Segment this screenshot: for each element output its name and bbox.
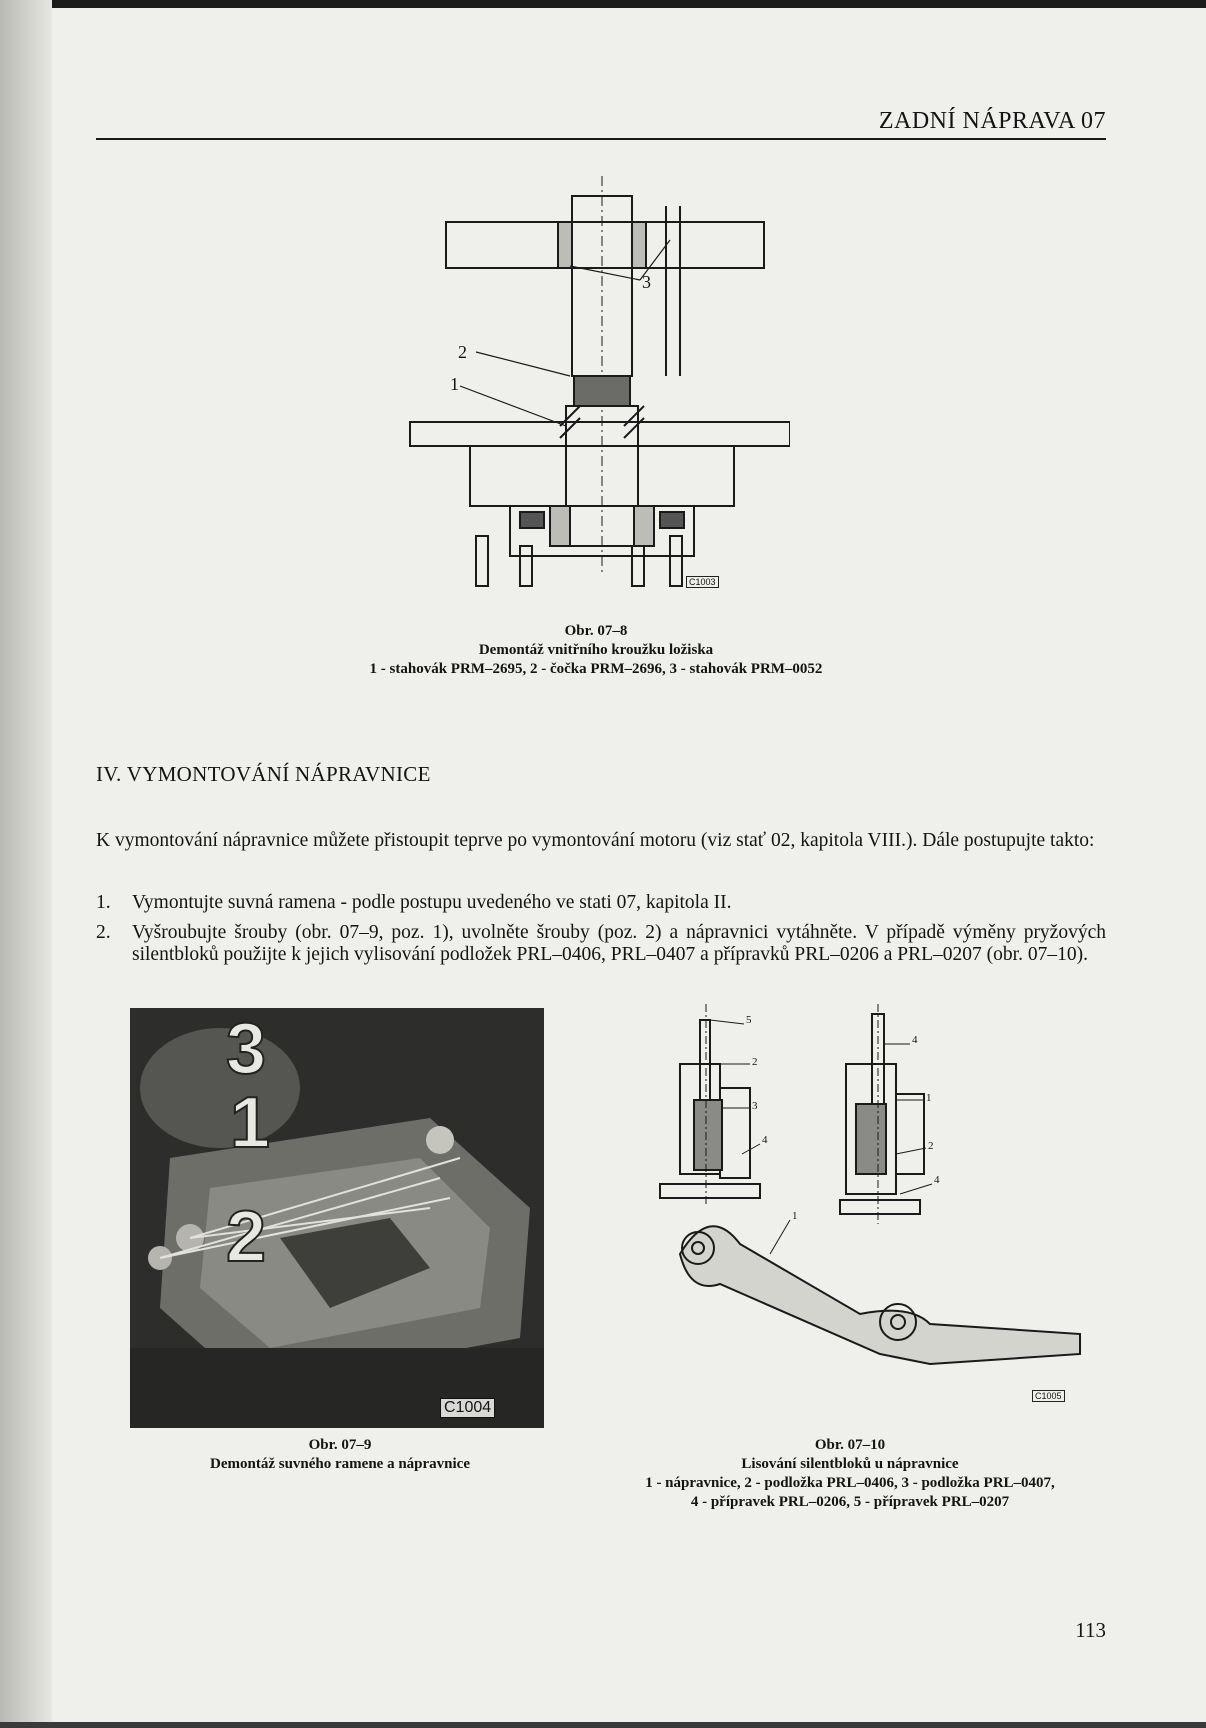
figure-07-10-diagram: [650, 1004, 1096, 1424]
scan-bottom-edge: [0, 1722, 1206, 1728]
header-title: ZADNÍ NÁPRAVA 07: [878, 108, 1106, 134]
figure-07-10-drawing: [650, 1004, 1096, 1424]
figure-07-10-legend-line-2: 4 - přípravek PRL–0206, 5 - přípravek PRL–0207: [690, 1494, 1010, 1510]
page-number: 113: [1075, 1618, 1106, 1642]
figure-07-10-callout-4b: 4: [912, 1034, 918, 1046]
figure-07-10-caption: [590, 1436, 1110, 1512]
figure-07-8-callout-2: 2: [458, 342, 467, 362]
figure-07-9-caption: [150, 1436, 530, 1474]
figure-07-10-callout-2a: 2: [752, 1056, 758, 1068]
figure-07-9-callout-1: 1: [230, 1083, 271, 1163]
figure-07-9-tag: C1004: [440, 1398, 495, 1418]
figure-07-8-caption: [276, 622, 916, 679]
figure-07-9-callout-2: 2: [226, 1197, 267, 1277]
figure-07-8-callout-1: 1: [450, 374, 459, 394]
figure-07-10-callout-4a: 4: [762, 1134, 768, 1146]
step-2-number: 2.: [96, 922, 111, 943]
step-1-number: 1.: [96, 892, 111, 913]
step-2: [96, 922, 1106, 966]
figure-07-10-callout-1a: 1: [926, 1092, 932, 1104]
step-1: [96, 892, 1106, 914]
figure-07-9-drawing: [130, 1008, 544, 1428]
binding-shadow: [0, 0, 52, 1728]
figure-07-8-callout-3: 3: [642, 272, 651, 292]
figure-07-9-title: Demontáž suvného ramene a nápravnice: [210, 1456, 470, 1472]
section-heading: IV. VYMONTOVÁNÍ NÁPRAVNICE: [96, 762, 431, 786]
figure-07-8-number: Obr. 07–8: [564, 623, 628, 639]
figure-07-10-title: Lisování silentbloků u nápravnice: [741, 1456, 959, 1472]
figure-07-8-title: Demontáž vnitřního kroužku ložiska: [478, 642, 714, 658]
figure-07-10-tag: C1005: [1032, 1390, 1065, 1402]
figure-07-10-callout-2b: 2: [928, 1140, 934, 1152]
step-2-text: Vyšroubujte šrouby (obr. 07–9, poz. 1), uvolněte šrouby (poz. 2) a nápravnici vytáhněte. V případě výměny pryžových silentbloků použijte k jejich vylisování podložek PRL–0406, PRL–0407 a přípravků PRL–0206 a PRL–0207 (obr. 07–10).: [132, 922, 1106, 965]
scan-top-edge: [0, 0, 1206, 8]
figure-07-8-tag: C1003: [686, 576, 719, 588]
section-intro: K vymontování nápravnice můžete přistoupit teprve po vymontování motoru (viz stať 02, kapitola VIII.). Dále postupujte takto:: [96, 830, 1095, 851]
figure-07-8-diagram: [370, 176, 790, 596]
figure-07-9-number: Obr. 07–9: [308, 1437, 372, 1453]
running-header: [96, 104, 1106, 140]
figure-07-10-callout-4c: 4: [934, 1174, 940, 1186]
figure-07-10-callout-5: 5: [746, 1014, 752, 1026]
figure-07-8-legend: 1 - stahovák PRM–2695, 2 - čočka PRM–2696, 3 - stahovák PRM–0052: [369, 661, 823, 677]
figure-07-10-legend-line-1: 1 - nápravnice, 2 - podložka PRL–0406, 3 - podložka PRL–0407,: [645, 1475, 1055, 1491]
figure-07-10-callout-1b: 1: [792, 1210, 798, 1222]
figure-07-10-callout-3: 3: [752, 1100, 758, 1112]
figure-07-10-number: Obr. 07–10: [814, 1437, 886, 1453]
figure-07-9-callout-3: 3: [226, 1009, 267, 1089]
step-1-text: Vymontujte suvná ramena - podle postupu uvedeného ve stati 07, kapitola II.: [132, 892, 732, 913]
figure-07-8-drawing: [370, 176, 790, 596]
figure-07-9-photo: [130, 1008, 544, 1428]
